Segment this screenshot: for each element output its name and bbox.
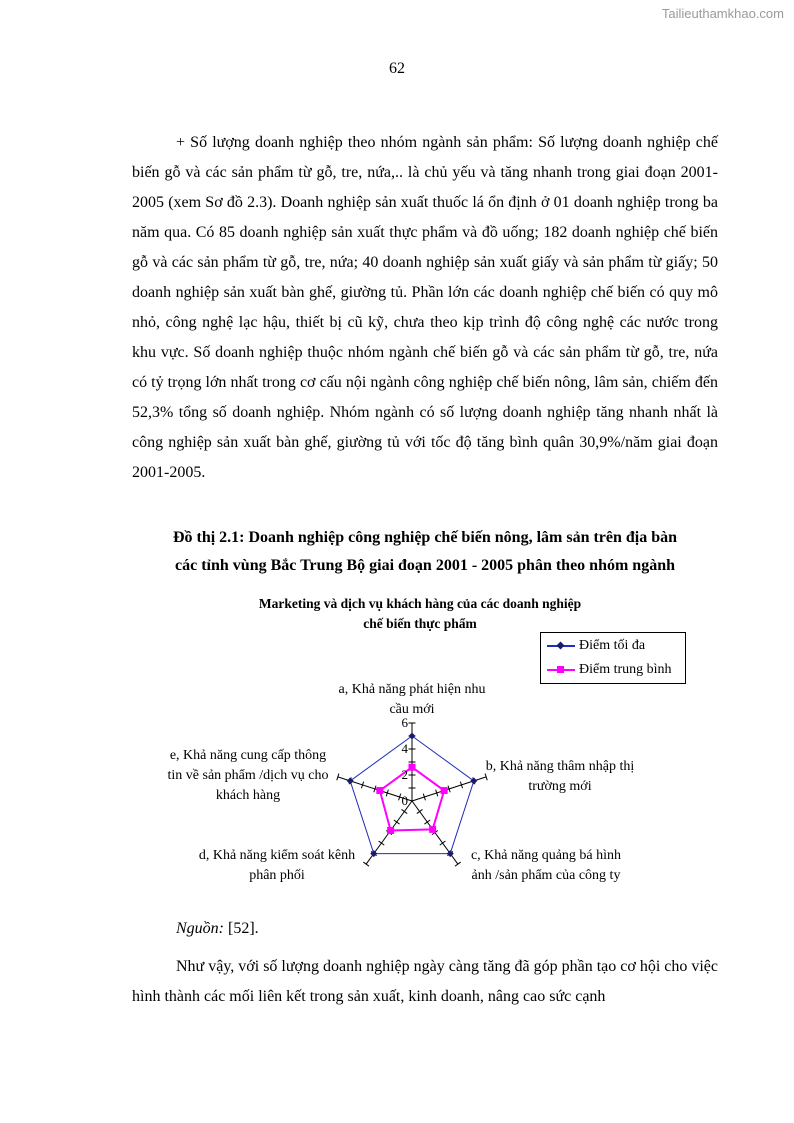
axis-tick <box>417 809 423 813</box>
axis-label: khách hàng <box>215 788 281 803</box>
legend-label-max: Điểm tối đa <box>579 638 646 653</box>
axis-tick <box>379 841 385 845</box>
page-number: 62 <box>389 60 405 77</box>
chart-title <box>200 594 640 634</box>
data-point-max <box>347 777 354 784</box>
data-point-max <box>447 850 454 857</box>
data-point-max <box>470 777 477 784</box>
diamond-marker-icon <box>557 642 565 650</box>
axis-label: ảnh /sản phẩm của công ty <box>471 868 621 883</box>
radial-tick-label: 2 <box>401 767 408 782</box>
legend-item-average <box>541 659 685 681</box>
radial-tick-label: 4 <box>401 741 408 756</box>
legend-label-average: Điểm trung bình <box>579 662 672 677</box>
data-point-max <box>409 733 416 740</box>
axis-label: b, Khả năng thâm nhập thị <box>485 759 635 774</box>
axis-label: d, Khả năng kiểm soát kênh <box>198 848 356 863</box>
axis-tick <box>424 820 430 824</box>
axis-tick <box>440 841 446 845</box>
axis-label: a, Khả năng phát hiện nhu <box>338 682 486 697</box>
chart-title-line-1: Marketing và dịch vụ khách hàng của các doanh nghiệp <box>258 596 582 611</box>
axis-tick <box>455 862 461 866</box>
axis-label: phân phối <box>249 868 305 883</box>
data-point-average <box>387 827 394 834</box>
axis-label: tin về sản phẩm /dịch vụ cho <box>167 768 329 783</box>
axis-tick <box>363 862 369 866</box>
caption-line-1: Đồ thị 2.1: Doanh nghiệp công nghiệp chế biến nông, lâm sản trên địa bàn <box>172 529 678 546</box>
radar-grid <box>337 723 488 866</box>
watermark: Tailieuthamkhao.com <box>661 6 784 21</box>
axis-tick <box>402 809 408 813</box>
axis-label: cầu mới <box>389 702 435 717</box>
legend-item-max <box>541 635 685 657</box>
radial-tick-label: 6 <box>401 715 408 730</box>
axis-tick <box>394 820 400 824</box>
source-line <box>176 920 259 938</box>
axis-label: trường mới <box>528 779 592 794</box>
body-paragraph-1: + Số lượng doanh nghiệp theo nhóm ngành sản phẩm: Số lượng doanh nghiệp chế biến gỗ và các sản phẩm từ gỗ, tre, nứa,.. là chủ yếu và tăng nhanh trong giai đoạn 2001- 2005 (xem Sơ đồ 2.3). Doanh nghiệp sản xuất thuốc lá ổn định ở 01 doanh nghiệp trong ba năm qua. Có 85 doanh nghiệp sản xuất thực phẩm và đồ uống; 182 doanh nghiệp chế biến gỗ và các sản phẩm từ gỗ, tre, nứa; 40 doanh nghiệp sản xuất giấy và sản phẩm từ giấy; 50 doanh nghiệp sản xuất bàn ghế, giường tủ. Phần lớn các doanh nghiệp chế biến có quy mô nhỏ, công nghệ lạc hậu, thiết bị cũ kỹ, chưa theo kịp trình độ công nghệ các nước trong khu vực. Số doanh nghiệp thuộc nhóm ngành chế biến gỗ và các sản phẩm từ gỗ, tre, nứa có tỷ trọng lớn nhất trong cơ cấu nội ngành công nghiệp chế biến nông, lâm sản, chiếm đến 52,3% tổng số doanh nghiệp. Nhóm ngành có số lượng doanh nghiệp tăng nhanh nhất là công nghiệp sản xuất bàn ghế, giường tủ với tốc độ tăng bình quân 30,9%/năm giai đoạn 2001-2005. <box>132 134 718 481</box>
chart-legend <box>540 632 686 684</box>
radial-tick-label: 0 <box>401 793 408 808</box>
legend-swatch-max <box>547 645 575 647</box>
data-point-average <box>441 787 448 794</box>
axis-label: c, Khả năng quảng bá hình <box>470 848 622 863</box>
square-marker-icon <box>557 666 564 673</box>
axis-label: e, Khả năng cung cấp thông <box>169 748 327 763</box>
data-point-average <box>376 787 383 794</box>
body-paragraph-2: Như vậy, với số lượng doanh nghiệp ngày càng tăng đã góp phần tạo cơ hội cho việc hình thành các mối liên kết trong sản xuất, kinh doanh, nâng cao sức cạnh <box>132 958 719 1005</box>
data-point-average <box>429 826 436 833</box>
chart-title-line-2: chế biến thực phẩm <box>363 616 477 631</box>
legend-swatch-average <box>547 669 575 671</box>
data-point-average <box>409 764 416 771</box>
source-label: Nguồn: <box>176 920 224 937</box>
data-point-max <box>370 850 377 857</box>
radar-labels <box>168 682 635 883</box>
caption-line-2: các tỉnh vùng Bắc Trung Bộ giai đoạn 2001 - 2005 phân theo nhóm ngành <box>175 557 675 574</box>
figure-caption <box>120 524 730 580</box>
source-reference: [52]. <box>224 920 259 937</box>
